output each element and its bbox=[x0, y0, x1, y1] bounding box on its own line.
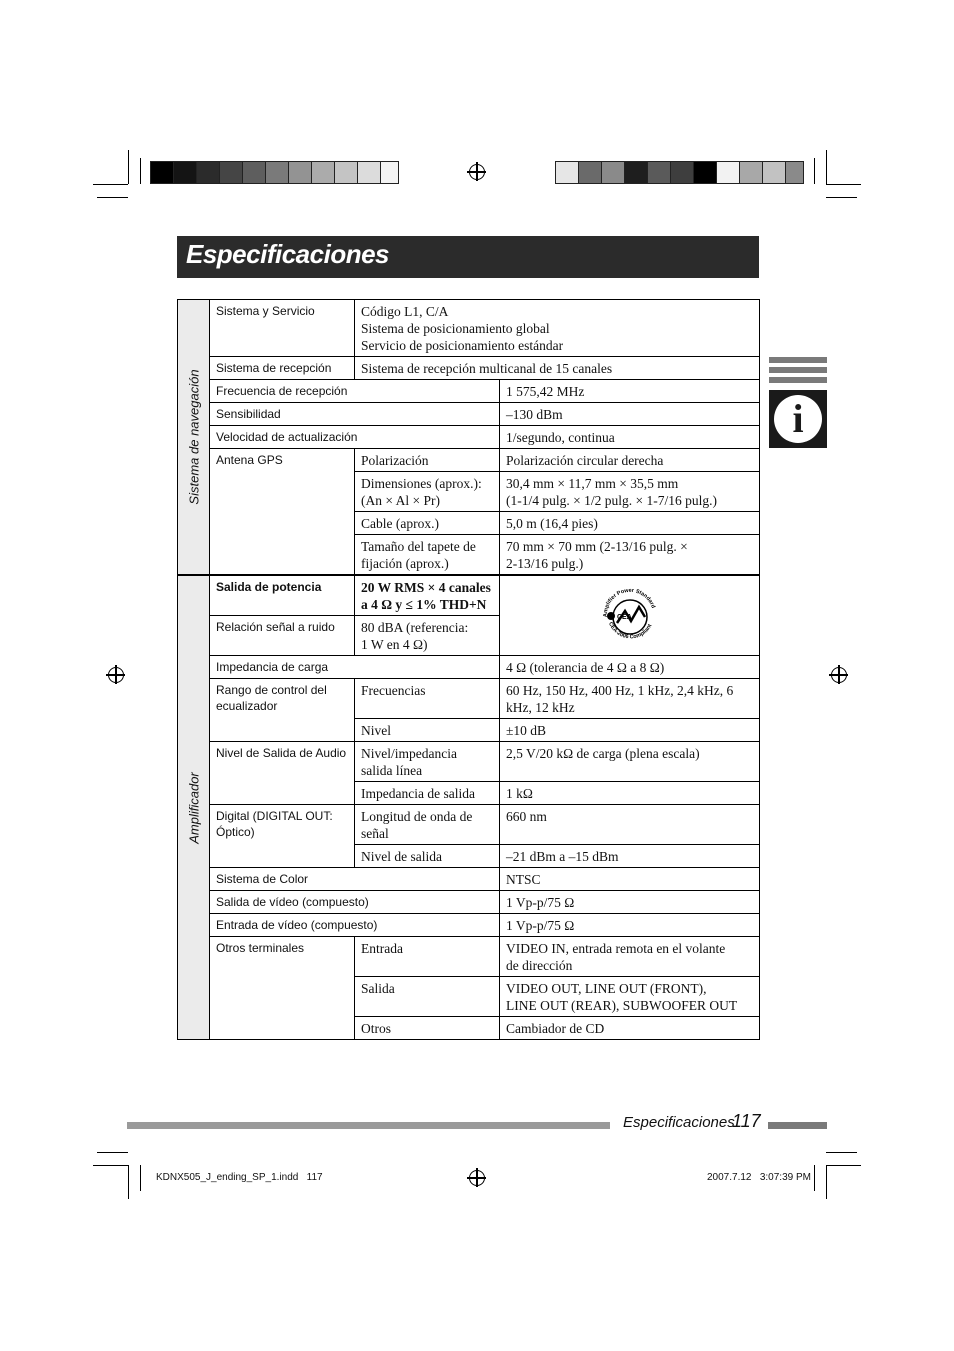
row-value: 1 kΩ bbox=[500, 782, 760, 805]
registration-mark-icon bbox=[831, 667, 847, 683]
row-value: 20 W RMS × 4 canales a 4 Ω y ≤ 1% THD+N bbox=[355, 576, 500, 616]
side-label-cell bbox=[178, 300, 210, 575]
row-label: Otros terminales bbox=[210, 937, 355, 1040]
row-label: Digital (DIGITAL OUT: Óptico) bbox=[210, 805, 355, 868]
crop-mark bbox=[814, 158, 815, 184]
row-label: Entrada de vídeo (compuesto) bbox=[210, 914, 500, 937]
row-sublabel: Entrada bbox=[355, 937, 500, 977]
crop-mark bbox=[97, 197, 128, 198]
row-sublabel: Tamaño del tapete de fijación (aprox.) bbox=[355, 535, 500, 575]
cea-logo-cell bbox=[500, 576, 760, 656]
row-label: Sistema de Color bbox=[210, 868, 500, 891]
row-value: VIDEO OUT, LINE OUT (FRONT), LINE OUT (REAR), SUBWOOFER OUT bbox=[500, 977, 760, 1017]
row-sublabel: Nivel/impedancia salida línea bbox=[355, 742, 500, 782]
crop-mark bbox=[826, 197, 857, 198]
row-sublabel: Salida bbox=[355, 977, 500, 1017]
page-title-bar bbox=[177, 236, 759, 278]
row-sublabel: Dimensiones (aprox.): (An × Al × Pr) bbox=[355, 472, 500, 512]
row-sublabel: Frecuencias bbox=[355, 679, 500, 719]
side-label-nav: Sistema de navegación bbox=[186, 369, 201, 505]
row-label: Nivel de Salida de Audio bbox=[210, 742, 355, 805]
page-number: 117 bbox=[732, 1111, 761, 1131]
info-icon: i bbox=[774, 395, 822, 443]
crop-mark bbox=[93, 184, 128, 185]
date-info: 2007.7.12 3:07:39 PM bbox=[707, 1172, 811, 1183]
row-sublabel: Nivel bbox=[355, 719, 500, 742]
row-value: 4 Ω (tolerancia de 4 Ω a 8 Ω) bbox=[500, 656, 760, 679]
crop-mark bbox=[826, 1152, 857, 1153]
row-label: Sistema y Servicio bbox=[210, 300, 355, 357]
crop-mark bbox=[826, 1165, 861, 1166]
footer-section-name: Especificaciones bbox=[623, 1114, 735, 1131]
row-label: Sensibilidad bbox=[210, 403, 500, 426]
file-info: KDNX505_J_ending_SP_1.indd 117 bbox=[156, 1172, 323, 1183]
svg-text:CEA-2006 Compliant: CEA-2006 Compliant bbox=[606, 621, 653, 641]
row-label: Velocidad de actualización bbox=[210, 426, 500, 449]
row-value: Código L1, C/A Sistema de posicionamiento global Servicio de posicionamiento estándar bbox=[355, 300, 760, 357]
svg-text:Amplifier Power Standard: Amplifier Power Standard bbox=[602, 587, 656, 618]
row-value: 30,4 mm × 11,7 mm × 35,5 mm (1-1/4 pulg. × 1/2 pulg. × 1-7/16 pulg.) bbox=[500, 472, 760, 512]
row-value: 1 Vp-p/75 Ω bbox=[500, 914, 760, 937]
row-label: Salida de potencia bbox=[210, 576, 355, 616]
row-value: ±10 dB bbox=[500, 719, 760, 742]
row-value: 660 nm bbox=[500, 805, 760, 845]
info-tab bbox=[769, 390, 827, 448]
row-label: Impedancia de carga bbox=[210, 656, 500, 679]
footer-rule-right bbox=[768, 1122, 827, 1129]
cea-compliant-logo bbox=[595, 583, 665, 645]
side-label-cell bbox=[178, 576, 210, 1040]
side-label-amp: Amplificador bbox=[186, 771, 201, 844]
nav-spec-table bbox=[177, 299, 760, 575]
crop-mark bbox=[140, 1165, 141, 1191]
row-value: –21 dBm a –15 dBm bbox=[500, 845, 760, 868]
row-value: 1 Vp-p/75 Ω bbox=[500, 891, 760, 914]
row-sublabel: Cable (aprox.) bbox=[355, 512, 500, 535]
row-label: Relación señal a ruido bbox=[210, 616, 355, 656]
row-value: 2,5 V/20 kΩ de carga (plena escala) bbox=[500, 742, 760, 782]
row-sublabel: Otros bbox=[355, 1017, 500, 1040]
page-title: Especificaciones bbox=[186, 239, 389, 269]
row-value: 60 Hz, 150 Hz, 400 Hz, 1 kHz, 2,4 kHz, 6 kHz, 12 kHz bbox=[500, 679, 760, 719]
row-sublabel: Impedancia de salida bbox=[355, 782, 500, 805]
row-label: Sistema de recepción bbox=[210, 357, 355, 380]
row-value: VIDEO IN, entrada remota en el volante de dirección bbox=[500, 937, 760, 977]
row-value: 5,0 m (16,4 pies) bbox=[500, 512, 760, 535]
footer-rule-left bbox=[127, 1122, 610, 1129]
row-value: Polarización circular derecha bbox=[500, 449, 760, 472]
amp-spec-table bbox=[177, 575, 760, 1040]
row-sublabel: Nivel de salida bbox=[355, 845, 500, 868]
row-value: 1 575,42 MHz bbox=[500, 380, 760, 403]
registration-mark-icon bbox=[108, 667, 124, 683]
registration-mark-icon bbox=[469, 1170, 485, 1186]
row-label: Frecuencia de recepción bbox=[210, 380, 500, 403]
row-value: Cambiador de CD bbox=[500, 1017, 760, 1040]
row-label: Salida de vídeo (compuesto) bbox=[210, 891, 500, 914]
row-value: 70 mm × 70 mm (2-13/16 pulg. × 2-13/16 pulg.) bbox=[500, 535, 760, 575]
crop-mark bbox=[826, 150, 827, 184]
crop-mark bbox=[814, 1165, 815, 1191]
svg-text:CEA: CEA bbox=[616, 614, 632, 621]
row-label: Rango de control del ecualizador bbox=[210, 679, 355, 742]
crop-mark bbox=[826, 1165, 827, 1199]
row-value: –130 dBm bbox=[500, 403, 760, 426]
row-value: 80 dBA (referencia: 1 W en 4 Ω) bbox=[355, 616, 500, 656]
crop-mark bbox=[93, 1165, 128, 1166]
row-value: Sistema de recepción multicanal de 15 canales bbox=[355, 357, 760, 380]
row-sublabel: Polarización bbox=[355, 449, 500, 472]
crop-mark bbox=[128, 150, 129, 184]
registration-mark-icon bbox=[469, 164, 485, 180]
row-value: 1/segundo, continua bbox=[500, 426, 760, 449]
row-sublabel: Longitud de onda de señal bbox=[355, 805, 500, 845]
crop-mark bbox=[140, 158, 141, 184]
crop-mark bbox=[826, 184, 861, 185]
row-value: NTSC bbox=[500, 868, 760, 891]
crop-mark bbox=[97, 1152, 128, 1153]
row-label: Antena GPS bbox=[210, 449, 355, 575]
crop-mark bbox=[128, 1165, 129, 1199]
